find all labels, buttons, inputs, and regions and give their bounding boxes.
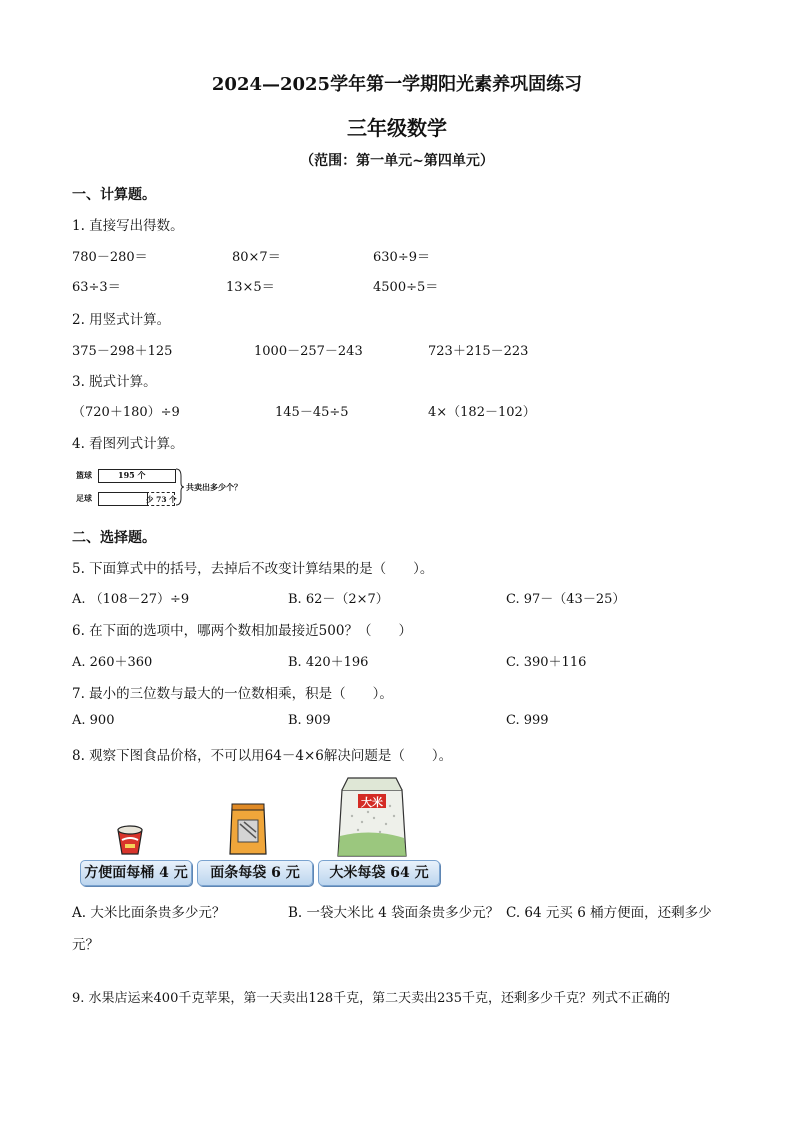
q8-option-a: A. 大米比面条贵多少元？: [72, 905, 226, 921]
q2-item: 375－298＋125: [72, 344, 173, 359]
rice-bag-icon: [332, 776, 412, 858]
q3-item: 4×（182－102）: [428, 405, 536, 420]
q1-item: 80×7＝: [232, 250, 281, 265]
question-7-label: 7. 最小的三位数与最大的一位数相乘，积是（ ）。: [72, 686, 393, 702]
q1-item: 630÷9＝: [373, 250, 430, 265]
q8-option-b: B. 一袋大米比 4 袋面条贵多少元？: [288, 905, 500, 921]
q2-item: 1000－257－243: [254, 344, 363, 359]
q5-option-c: C. 97－（43－25）: [506, 592, 626, 607]
q7-option-c: C. 999: [506, 713, 549, 728]
q7-option-b: B. 909: [288, 713, 331, 728]
q1-item: 4500÷5＝: [373, 280, 439, 295]
brace-icon: [175, 468, 185, 506]
q8-option-c-continued: 元？: [72, 937, 99, 953]
q3-item: 145－45÷5: [275, 405, 349, 420]
question-5-label: 5. 下面算式中的括号，去掉后不改变计算结果的是（ ）。: [72, 561, 434, 577]
page-title: 2024—2025学年第一学期阳光素养巩固练习: [211, 74, 583, 95]
football-label: 足球: [76, 493, 92, 503]
q3-item: （720＋180）÷9: [72, 405, 180, 420]
q1-item: 780－280＝: [72, 250, 148, 265]
q5-option-b: B. 62－（2×7）: [288, 592, 389, 607]
q6-option-a: A. 260＋360: [72, 655, 153, 670]
q6-option-c: C. 390＋116: [506, 655, 587, 670]
section-heading-calc: 一、计算题。: [72, 187, 156, 203]
basketball-label: 篮球: [76, 470, 92, 480]
q5-option-a: A. （108－27）÷9: [72, 592, 190, 607]
bar-diagram: [72, 462, 262, 512]
question-6-label: 6. 在下面的选项中，哪两个数相加最接近500？（ ）: [72, 623, 412, 639]
question-8-label: 8. 观察下图食品价格，不可以用64－4×6解决问题是（ ）。: [72, 748, 453, 764]
price-label-noodle-bag: 面条每袋 6 元: [197, 860, 313, 886]
page-subtitle: 三年级数学: [347, 116, 447, 140]
question-3-label: 3. 脱式计算。: [72, 374, 157, 390]
page-scope: （范围：第一单元~第四单元）: [300, 153, 494, 169]
q6-option-b: B. 420＋196: [288, 655, 369, 670]
price-label-rice: 大米每袋 64 元: [318, 860, 440, 886]
price-label-noodle-cup: 方便面每桶 4 元: [80, 860, 192, 886]
football-bar: [98, 492, 148, 506]
question-2-label: 2. 用竖式计算。: [72, 312, 171, 328]
instant-noodle-icon: [110, 820, 150, 858]
q1-item: 63÷3＝: [72, 280, 121, 295]
football-value: 少 73 个: [146, 495, 177, 504]
rice-bag-text: 大米: [361, 796, 383, 809]
q2-item: 723＋215－223: [428, 344, 529, 359]
section-heading-choice: 二、选择题。: [72, 530, 156, 546]
q1-item: 13×5＝: [226, 280, 275, 295]
question-1-label: 1. 直接写出得数。: [72, 218, 184, 234]
basketball-value: 195 个: [118, 470, 146, 480]
q7-option-a: A. 900: [72, 713, 115, 728]
diagram-question: 共卖出多少个？: [186, 482, 242, 492]
q8-option-c: C. 64 元买 6 桶方便面，还剩多少: [506, 905, 712, 921]
noodle-bag-icon: [226, 802, 270, 858]
question-4-label: 4. 看图列式计算。: [72, 436, 184, 452]
question-9-label: 9. 水果店运来400千克苹果，第一天卖出128千克，第二天卖出235千克，还剩多少千克？列式不正确的: [72, 991, 670, 1006]
